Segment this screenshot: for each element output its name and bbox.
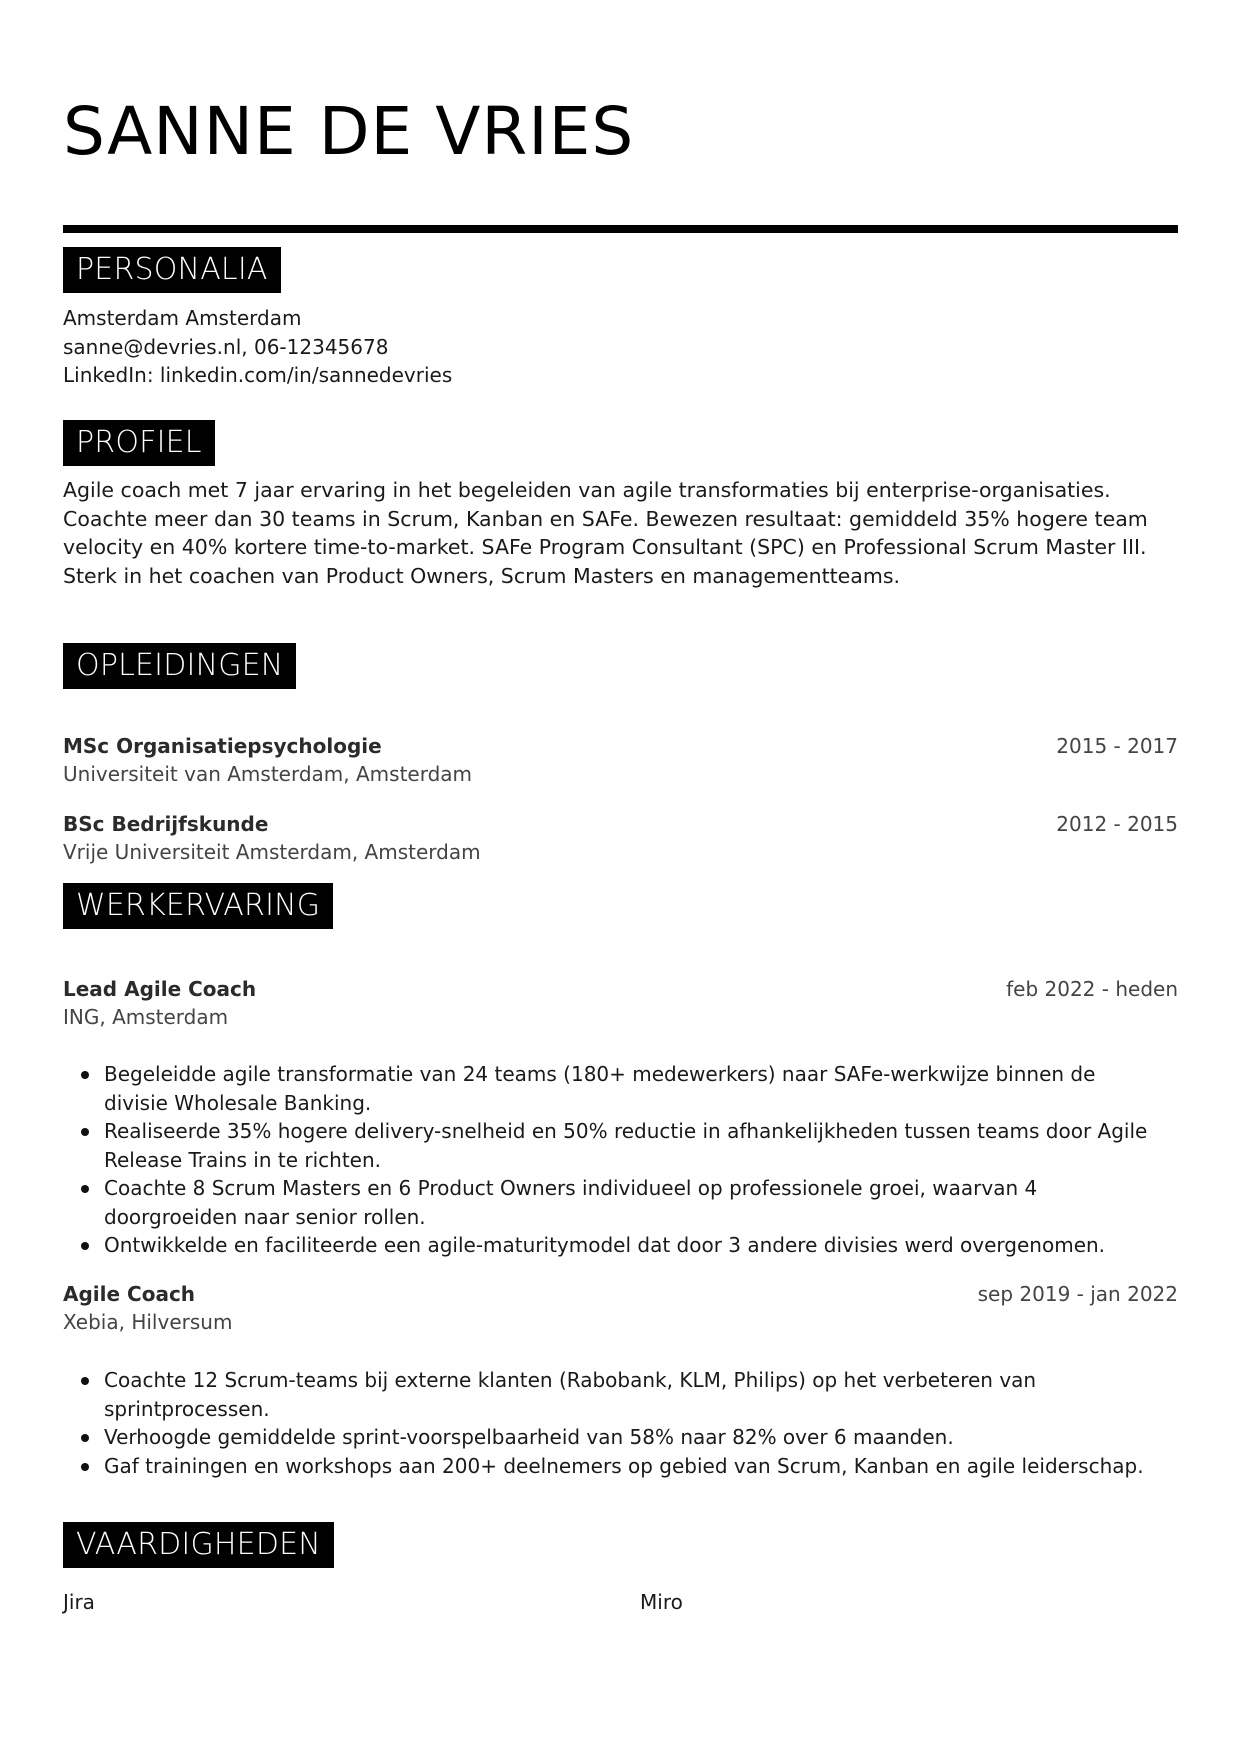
list-item: [63, 1231, 1178, 1260]
bullet-text: Gaf trainingen en workshops aan 200+ deelnemers op gebied van Scrum, Kanban en agile leiderschap.: [104, 1453, 1144, 1478]
resume-page: [63, 0, 1178, 1754]
job-entry: [63, 975, 1178, 1031]
profile-line: Agile coach met 7 jaar ervaring in het begeleiden van agile transformaties bij enterprise-organisaties.: [63, 478, 1111, 502]
job-title: Lead Agile Coach: [63, 977, 257, 1001]
profile-line: Coachte meer dan 30 teams in Scrum, Kanban en SAFe. Bewezen resultaat: gemiddeld 35% hogere team: [63, 506, 1148, 531]
bullet-icon: [81, 1242, 89, 1250]
education-entry: [63, 732, 1178, 788]
section-heading-werkervaring: WERKERVARING: [63, 883, 333, 929]
job-employer: Xebia, Hilversum: [63, 1310, 233, 1334]
job-employer: ING, Amsterdam: [63, 1005, 229, 1029]
education-title: MSc Organisatiepsychologie: [63, 734, 382, 758]
bullet-icon: [81, 1463, 89, 1471]
education-institution: Universiteit van Amsterdam, Amsterdam: [63, 762, 473, 786]
bullet-text: Realiseerde 35% hogere delivery-snelheid en 50% reductie in afhankelijkheden tussen teams door Agile: [104, 1119, 1148, 1143]
job-date: feb 2022 - heden: [1006, 977, 1178, 1001]
contact-text: sanne@devries.nl, 06-12345678: [63, 334, 389, 359]
bullet-text: Release Trains in te richten.: [104, 1147, 381, 1172]
section-heading-vaardigheden: VAARDIGHEDEN: [63, 1522, 334, 1568]
bullet-text: sprintprocessen.: [104, 1396, 270, 1421]
bullet-icon: [81, 1377, 89, 1385]
bullet-text: Verhoogde gemiddelde sprint-voorspelbaarheid van 58% naar 82% over 6 maanden.: [104, 1425, 954, 1449]
profile-line: velocity en 40% kortere time-to-market. SAFe Program Consultant (SPC) en Professional Scrum Master III.: [63, 535, 1147, 559]
education-entry: [63, 810, 1178, 866]
bullet-text: Coachte 8 Scrum Masters en 6 Product Owners individueel op professionele groei, waarvan 4: [104, 1176, 1038, 1200]
skill-item: Jira: [63, 1590, 95, 1614]
header-divider: [63, 225, 1178, 233]
list-item: [63, 1117, 1178, 1174]
list-item: [63, 1366, 1178, 1423]
bullet-icon: [81, 1434, 89, 1442]
job-bullets: [63, 1060, 1178, 1260]
job-entry: [63, 1280, 1178, 1336]
job-title: Agile Coach: [63, 1282, 196, 1306]
bullet-icon: [81, 1071, 89, 1079]
personalia-block: [63, 304, 1178, 390]
section-heading-personalia: PERSONALIA: [63, 247, 281, 293]
linkedin-text: LinkedIn: linkedin.com/in/sannedevries: [63, 363, 453, 387]
education-title: BSc Bedrijfskunde: [63, 812, 269, 836]
candidate-name: SANNE DE VRIES: [63, 93, 635, 170]
bullet-text: Ontwikkelde en faciliteerde een agile-maturitymodel dat door 3 andere divisies werd overgenomen.: [104, 1233, 1106, 1257]
bullet-text: doorgroeiden naar senior rollen.: [104, 1204, 426, 1229]
bullet-text: Coachte 12 Scrum-teams bij externe klanten (Rabobank, KLM, Philips) op het verbeteren van: [104, 1368, 1037, 1392]
section-heading-profiel: PROFIEL: [63, 420, 215, 466]
profile-line: Sterk in het coachen van Product Owners, Scrum Masters en managementteams.: [63, 563, 901, 588]
bullet-text: divisie Wholesale Banking.: [104, 1090, 372, 1115]
bullet-icon: [81, 1128, 89, 1136]
bullet-icon: [81, 1185, 89, 1193]
location-text: Amsterdam Amsterdam: [63, 306, 302, 330]
education-institution: Vrije Universiteit Amsterdam, Amsterdam: [63, 840, 481, 864]
job-date: sep 2019 - jan 2022: [977, 1282, 1178, 1306]
list-item: [63, 1060, 1178, 1117]
list-item: [63, 1423, 1178, 1452]
list-item: [63, 1452, 1178, 1481]
skill-item: Miro: [640, 1590, 683, 1614]
profile-summary: [63, 476, 1178, 590]
list-item: [63, 1174, 1178, 1231]
job-bullets: [63, 1366, 1178, 1480]
education-date: 2015 - 2017: [1056, 734, 1178, 758]
education-date: 2012 - 2015: [1056, 812, 1178, 836]
section-heading-opleidingen: OPLEIDINGEN: [63, 643, 296, 689]
bullet-text: Begeleidde agile transformatie van 24 teams (180+ medewerkers) naar SAFe-werkwijze binnen de: [104, 1062, 1096, 1086]
